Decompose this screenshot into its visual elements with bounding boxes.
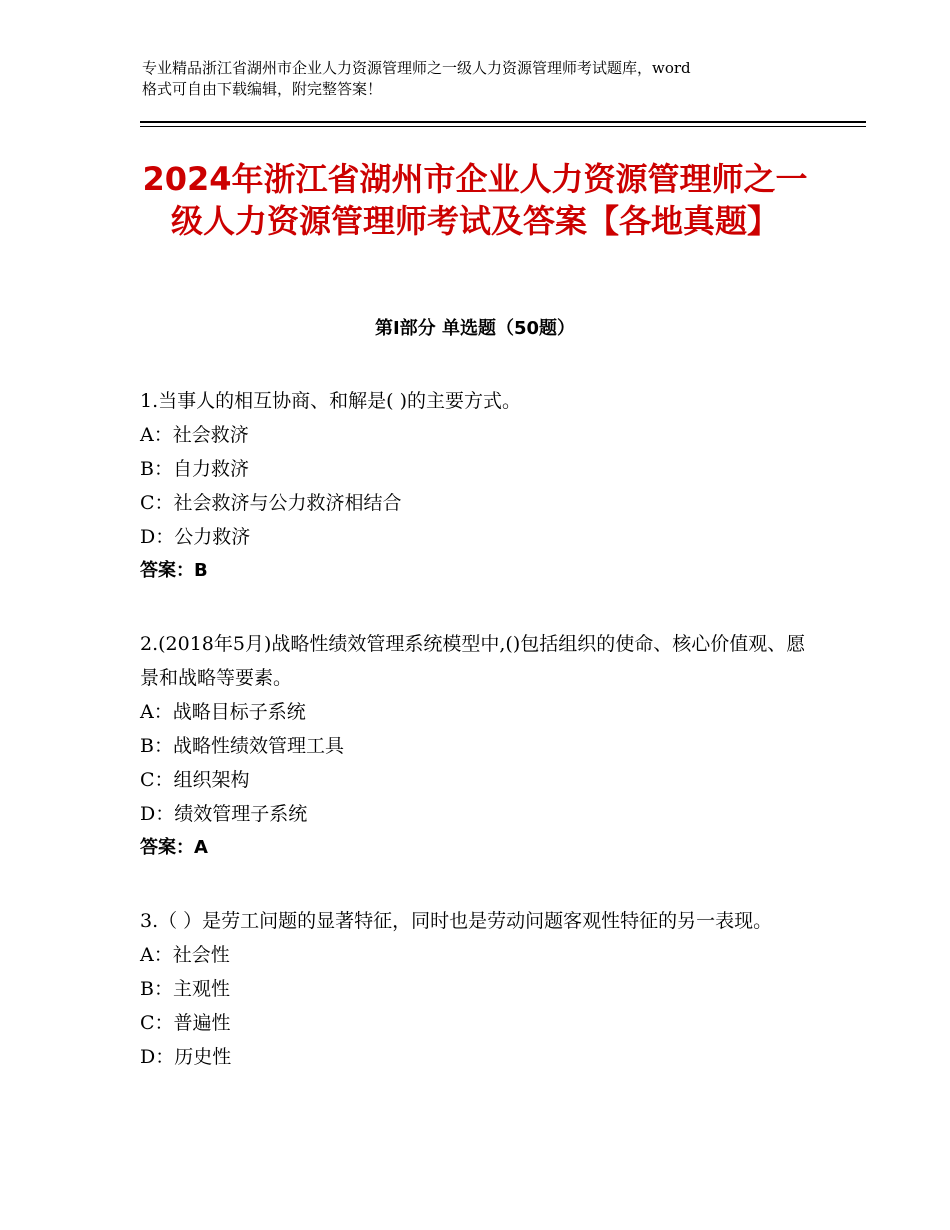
option-d: D：绩效管理子系统 bbox=[140, 803, 308, 825]
option-d: D：公力救济 bbox=[140, 526, 251, 548]
question-stem: 2.(2018年5月)战略性绩效管理系统模型中,()包括组织的使命、核心价值观、愿景和战略等要素。 bbox=[140, 633, 806, 689]
option-b: B：战略性绩效管理工具 bbox=[140, 735, 344, 757]
question-list bbox=[140, 384, 820, 1113]
header-rule-thin bbox=[140, 126, 866, 127]
option-c: C：组织架构 bbox=[140, 769, 250, 791]
section-heading: 第Ⅰ部分 单选题（50题） bbox=[374, 318, 575, 339]
option-b: B：主观性 bbox=[140, 978, 230, 1000]
option-d: D：历史性 bbox=[140, 1046, 232, 1068]
document-title: 2024年浙江省湖州市企业人力资源管理师之一级人力资源管理师考试及答案【各地真题】 bbox=[142, 160, 808, 240]
question-2 bbox=[140, 627, 820, 865]
answer: 答案：A bbox=[140, 837, 208, 858]
option-c: C：普遍性 bbox=[140, 1012, 231, 1034]
header-rule-thick bbox=[140, 121, 866, 123]
question-stem: 1.当事人的相互协商、和解是( )的主要方式。 bbox=[140, 390, 521, 412]
question-1 bbox=[140, 384, 820, 588]
option-a: A：社会救济 bbox=[140, 424, 249, 446]
option-a: A：战略目标子系统 bbox=[140, 701, 306, 723]
option-c: C：社会救济与公力救济相结合 bbox=[140, 492, 402, 514]
answer: 答案：B bbox=[140, 560, 208, 581]
question-stem: 3.（ ）是劳工问题的显著特征，同时也是劳动问题客观性特征的另一表现。 bbox=[140, 910, 773, 932]
header-note: 专业精品浙江省湖州市企业人力资源管理师之一级人力资源管理师考试题库，word 格式可自由下载编辑，附完整答案！ bbox=[142, 59, 691, 98]
question-3 bbox=[140, 904, 820, 1074]
option-b: B：自力救济 bbox=[140, 458, 249, 480]
option-a: A：社会性 bbox=[140, 944, 230, 966]
